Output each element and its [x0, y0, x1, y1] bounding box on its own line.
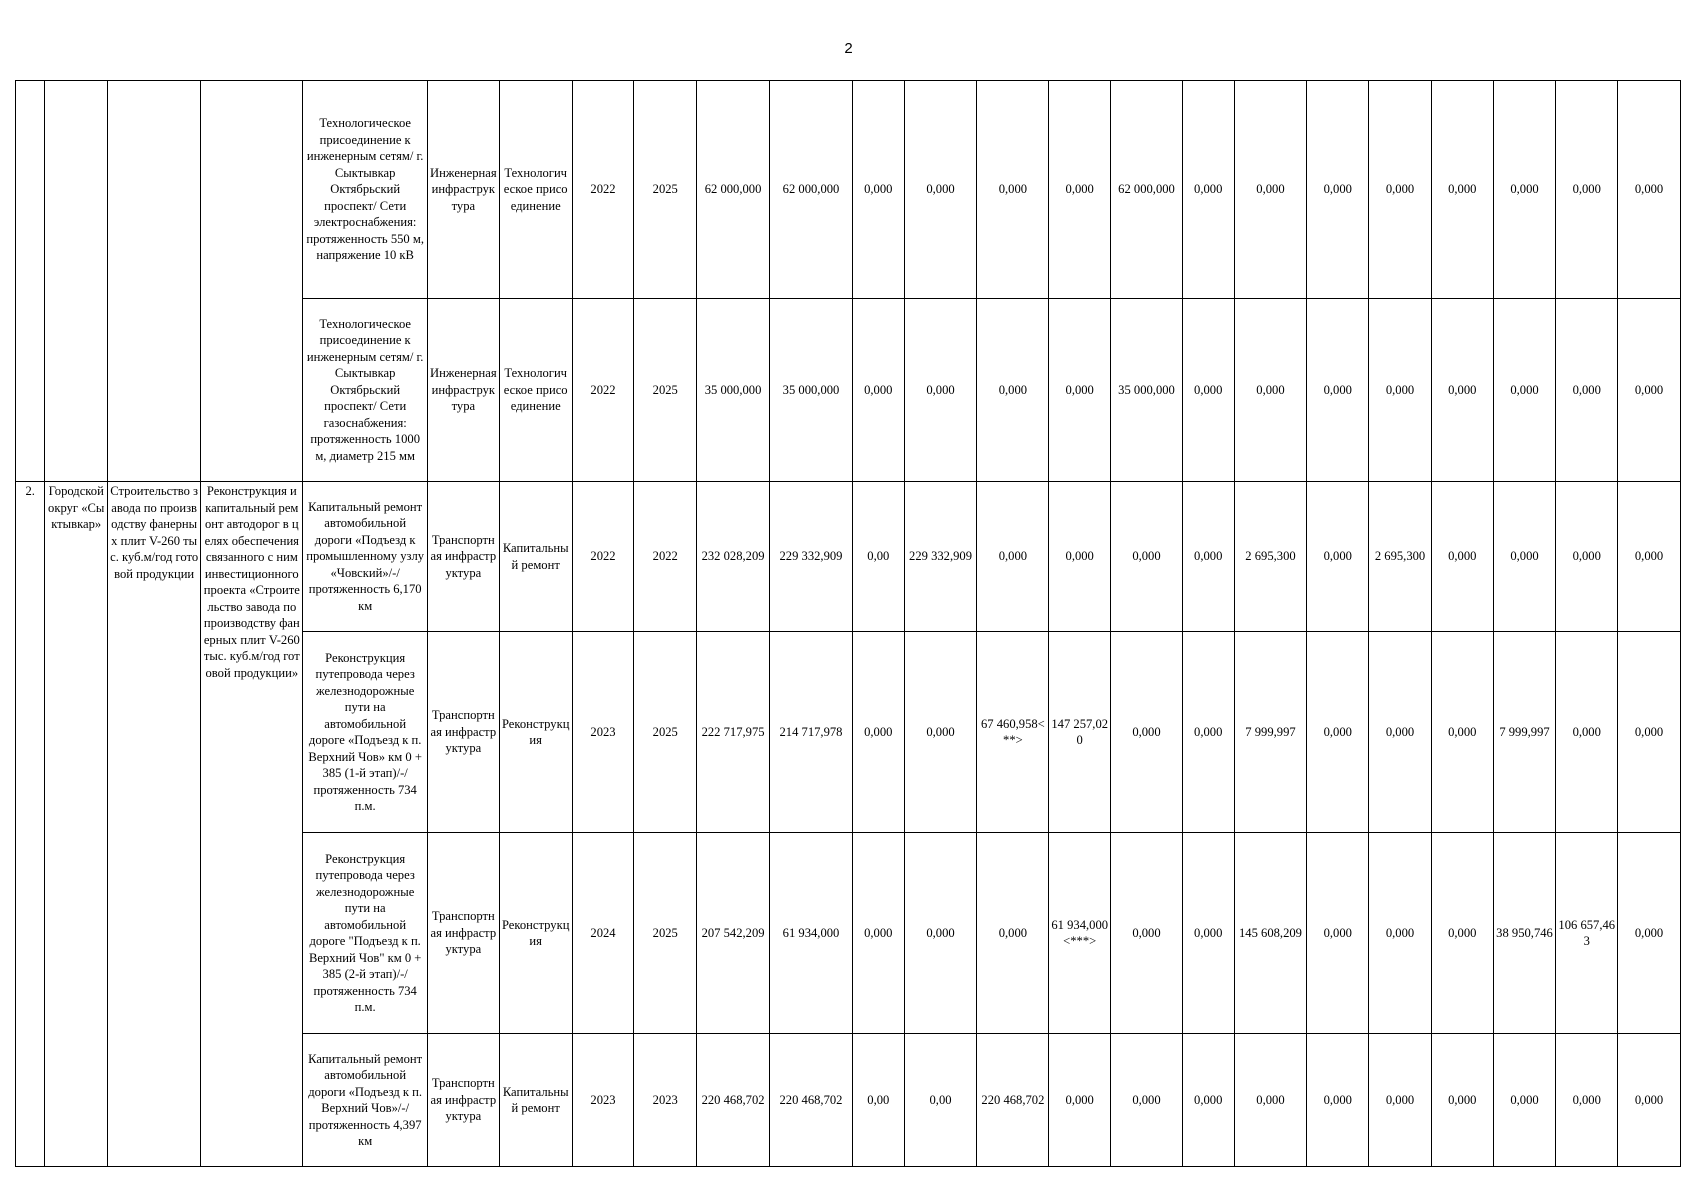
- amount-cell: 0,000: [1369, 833, 1432, 1034]
- amount-cell: 0,00: [904, 1034, 977, 1167]
- work-type-cell: Реконструкция: [499, 632, 572, 833]
- amount-cell: 0,00: [852, 482, 904, 632]
- table-body: [16, 81, 1681, 1167]
- amount-cell: 220 468,702: [770, 1034, 853, 1167]
- amount-cell: 0,00: [852, 1034, 904, 1167]
- amount-cell: 0,000: [1431, 1034, 1493, 1167]
- amount-cell: 0,000: [1307, 299, 1369, 482]
- work-type-cell: Технологическое присоединение: [499, 81, 572, 299]
- investment-project-cell: Строительство завода по производству фанерных плит V-260 тыс. куб.м/год готовой продукции: [108, 482, 201, 1167]
- row-number-cell: 2.: [16, 482, 45, 1167]
- amount-cell: 0,000: [1431, 482, 1493, 632]
- work-type-cell: Капитальный ремонт: [499, 1034, 572, 1167]
- amount-cell: 7 999,997: [1493, 632, 1556, 833]
- continuation-cell: [108, 81, 201, 482]
- continuation-cell: [45, 81, 108, 482]
- amount-cell: 62 000,000: [1111, 81, 1183, 299]
- object-name-cell: Реконструкция путепровода через железнодорожные пути на автомобильной дороге «Подъезд к п. Верхний Чов» км 0 + 385 (1-й этап)/-/протяженность 734 п.м.: [303, 632, 427, 833]
- continuation-cell: [16, 81, 45, 482]
- amount-cell: 0,000: [1111, 632, 1183, 833]
- amount-cell: 0,000: [904, 299, 977, 482]
- amount-cell: 0,000: [904, 632, 977, 833]
- amount-cell: 0,000: [1431, 632, 1493, 833]
- amount-cell: 0,000: [1234, 1034, 1307, 1167]
- amount-cell: 0,000: [1369, 299, 1432, 482]
- page-number: 2: [844, 40, 853, 57]
- amount-cell: 0,000: [1493, 299, 1556, 482]
- amount-cell: 0,000: [1049, 482, 1111, 632]
- amount-cell: 0,000: [1556, 482, 1618, 632]
- amount-cell: 0,000: [1111, 1034, 1183, 1167]
- amount-cell: 0,000: [977, 299, 1049, 482]
- infrastructure-type-cell: Инженерная инфраструктура: [427, 299, 499, 482]
- infrastructure-type-cell: Транспортная инфраструктура: [427, 1034, 499, 1167]
- work-type-cell: Реконструкция: [499, 833, 572, 1034]
- amount-cell: 62 000,000: [770, 81, 853, 299]
- amount-cell: 229 332,909: [904, 482, 977, 632]
- amount-cell: 0,000: [1431, 299, 1493, 482]
- investment-table: [15, 80, 1681, 1167]
- amount-cell: 0,000: [1493, 482, 1556, 632]
- work-type-cell: Капитальный ремонт: [499, 482, 572, 632]
- amount-cell: 0,000: [1556, 81, 1618, 299]
- amount-cell: 207 542,209: [697, 833, 770, 1034]
- object-name-cell: Технологическое присоединение к инженерным сетям/ г. Сыктывкар Октябрьский проспект/ Сети газоснабжения: протяженность 1000 м, диаметр 215 мм: [303, 299, 427, 482]
- infrastructure-type-cell: Инженерная инфраструктура: [427, 81, 499, 299]
- amount-cell: 0,000: [1618, 833, 1681, 1034]
- amount-cell: 0,000: [1618, 81, 1681, 299]
- amount-cell: 0,000: [1182, 833, 1234, 1034]
- amount-cell: 0,000: [1369, 632, 1432, 833]
- amount-cell: 0,000: [1182, 632, 1234, 833]
- object-name-cell: Капитальный ремонт автомобильной дороги «Подъезд к промышленному узлу «Човский»/-/протяженность 6,170 км: [303, 482, 427, 632]
- amount-cell: 0,000: [1307, 482, 1369, 632]
- table-row: [16, 81, 1681, 299]
- amount-cell: 2 695,300: [1234, 482, 1307, 632]
- start-year-cell: 2023: [572, 1034, 634, 1167]
- amount-cell: 0,000: [1369, 81, 1432, 299]
- amount-cell: 0,000: [1618, 482, 1681, 632]
- object-name-cell: Капитальный ремонт автомобильной дороги «Подъезд к п. Верхний Чов»/-/протяженность 4,397 км: [303, 1034, 427, 1167]
- amount-cell: 0,000: [977, 833, 1049, 1034]
- amount-cell: 232 028,209: [697, 482, 770, 632]
- infrastructure-type-cell: Транспортная инфраструктура: [427, 482, 499, 632]
- amount-cell: 0,000: [1618, 299, 1681, 482]
- amount-cell: 106 657,463: [1556, 833, 1618, 1034]
- amount-cell: 147 257,020: [1049, 632, 1111, 833]
- end-year-cell: 2025: [634, 299, 697, 482]
- amount-cell: 0,000: [1307, 81, 1369, 299]
- start-year-cell: 2024: [572, 833, 634, 1034]
- amount-cell: 0,000: [1049, 1034, 1111, 1167]
- amount-cell: 220 468,702: [977, 1034, 1049, 1167]
- end-year-cell: 2025: [634, 81, 697, 299]
- start-year-cell: 2023: [572, 632, 634, 833]
- amount-cell: 0,000: [1234, 299, 1307, 482]
- amount-cell: 0,000: [1556, 1034, 1618, 1167]
- amount-cell: 0,000: [1307, 833, 1369, 1034]
- amount-cell: 0,000: [1307, 1034, 1369, 1167]
- amount-cell: 0,000: [852, 299, 904, 482]
- amount-cell: 145 608,209: [1234, 833, 1307, 1034]
- end-year-cell: 2025: [634, 833, 697, 1034]
- object-name-cell: Реконструкция путепровода через железнодорожные пути на автомобильной дороге "Подъезд к п. Верхний Чов" км 0 + 385 (2-й этап)/-/протяженность 734 п.м.: [303, 833, 427, 1034]
- end-year-cell: 2022: [634, 482, 697, 632]
- amount-cell: 220 468,702: [697, 1034, 770, 1167]
- amount-cell: 0,000: [1234, 81, 1307, 299]
- amount-cell: 0,000: [852, 632, 904, 833]
- object-name-cell: Технологическое присоединение к инженерным сетям/ г. Сыктывкар Октябрьский проспект/ Сети электроснабжения: протяженность 550 м, напряжение 10 кВ: [303, 81, 427, 299]
- amount-cell: 0,000: [852, 81, 904, 299]
- start-year-cell: 2022: [572, 81, 634, 299]
- table-row: [16, 482, 1681, 632]
- amount-cell: 0,000: [904, 81, 977, 299]
- amount-cell: 0,000: [1431, 81, 1493, 299]
- event-name-cell: Реконструкция и капитальный ремонт автодорог в целях обеспечения связанного с ним инвестиционного проекта «Строительство завода по производству фанерных плит V-260 тыс. куб.м/год готовой продукции»: [201, 482, 303, 1167]
- amount-cell: 0,000: [1111, 833, 1183, 1034]
- amount-cell: 0,000: [904, 833, 977, 1034]
- start-year-cell: 2022: [572, 482, 634, 632]
- amount-cell: 0,000: [1493, 1034, 1556, 1167]
- infrastructure-type-cell: Транспортная инфраструктура: [427, 833, 499, 1034]
- amount-cell: 0,000: [1618, 1034, 1681, 1167]
- start-year-cell: 2022: [572, 299, 634, 482]
- amount-cell: 0,000: [1049, 81, 1111, 299]
- amount-cell: 0,000: [1182, 299, 1234, 482]
- amount-cell: 0,000: [1431, 833, 1493, 1034]
- amount-cell: 229 332,909: [770, 482, 853, 632]
- amount-cell: 62 000,000: [697, 81, 770, 299]
- amount-cell: 0,000: [1049, 299, 1111, 482]
- amount-cell: 222 717,975: [697, 632, 770, 833]
- amount-cell: 0,000: [1369, 1034, 1432, 1167]
- municipality-cell: Городской округ «Сыктывкар»: [45, 482, 108, 1167]
- infrastructure-type-cell: Транспортная инфраструктура: [427, 632, 499, 833]
- amount-cell: 7 999,997: [1234, 632, 1307, 833]
- amount-cell: 214 717,978: [770, 632, 853, 833]
- amount-cell: 35 000,000: [697, 299, 770, 482]
- amount-cell: 0,000: [1556, 299, 1618, 482]
- amount-cell: 67 460,958<**>: [977, 632, 1049, 833]
- amount-cell: 61 934,000: [770, 833, 853, 1034]
- amount-cell: 35 000,000: [1111, 299, 1183, 482]
- amount-cell: 0,000: [1182, 1034, 1234, 1167]
- continuation-cell: [201, 81, 303, 482]
- end-year-cell: 2025: [634, 632, 697, 833]
- amount-cell: 0,000: [1111, 482, 1183, 632]
- amount-cell: 0,000: [977, 482, 1049, 632]
- end-year-cell: 2023: [634, 1034, 697, 1167]
- amount-cell: 0,000: [1556, 632, 1618, 833]
- amount-cell: 0,000: [1307, 632, 1369, 833]
- amount-cell: 2 695,300: [1369, 482, 1432, 632]
- amount-cell: 0,000: [852, 833, 904, 1034]
- amount-cell: 61 934,000<***>: [1049, 833, 1111, 1034]
- amount-cell: 0,000: [1618, 632, 1681, 833]
- amount-cell: 35 000,000: [770, 299, 853, 482]
- amount-cell: 0,000: [1493, 81, 1556, 299]
- amount-cell: 0,000: [977, 81, 1049, 299]
- amount-cell: 0,000: [1182, 81, 1234, 299]
- amount-cell: 38 950,746: [1493, 833, 1556, 1034]
- work-type-cell: Технологическое присоединение: [499, 299, 572, 482]
- amount-cell: 0,000: [1182, 482, 1234, 632]
